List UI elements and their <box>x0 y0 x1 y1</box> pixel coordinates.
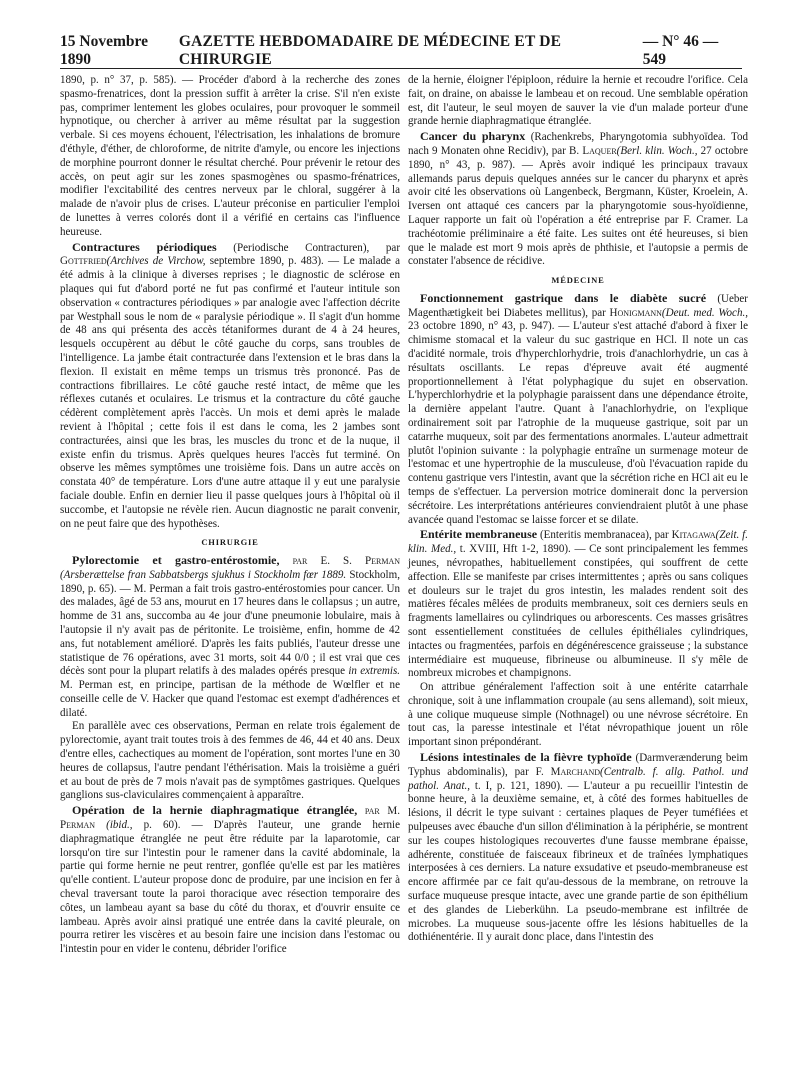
article-pylorectomie-p2: En parallèle avec ces observations, Perman en relate trois également de pylorectomie, ayant trait toutes trois à des femmes de 46, 44 et 40 ans. Deux d'entre elles, cachectiques au moment de l'opération, sont mortes l'une en 30 heures de collapsus, l'autre pendant l'éthérisation. Mais la troisième a guéri et au bout de près de 7 mois n'avait pas de symptômes gastriques. Quelques ganglions sus-claviculaires commençaient à apparaître. <box>60 720 400 802</box>
article-cancer-pharynx: Cancer du pharynx (Rachenkrebs, Pharyngotomia subhyoïdea. Tod nach 9 Monaten ohne Recidiv), par B. Laquer(Berl. klin. Woch., 27 octobre 1890, n° 43, p. 987). — Après avoir indiqué les principaux travaux allemands parus depuis quelques années sur le cancer du pharynx et après avoir cité les observations où Langenbeck, Bergmann, Küster, Kroelein, A. Iversen ont attaqué ces cancers par la pharyngotomie sous-hyoïdienne, Laquer rapporte un fait où l'opération a été entreprise par F. Cramer. La trachéotomie préliminaire a été faite. Les suites ont été heureuses, si bien que le malade est mort 9 mois après de phthisie, et l'autopsie a permis de constater l'absence de récidive. <box>408 129 748 268</box>
source-ibid: (ibid., <box>106 819 133 832</box>
article-title-diabete: Fonctionnement gastrique dans le diabète sucré <box>420 290 707 305</box>
article-title-cancer: Cancer du pharynx <box>420 129 526 144</box>
author-kitagawa: Kitagawa <box>671 529 716 542</box>
page-header <box>60 33 742 68</box>
article-title-typhoide: Lésions intestinales de la fièvre typhoïde <box>420 750 632 765</box>
right-column <box>408 74 748 945</box>
header-date: 15 Novembre 1890 <box>60 33 148 68</box>
left-column <box>60 74 400 957</box>
source-zeit-klin: (Zeit. f. klin. Med., <box>408 529 748 556</box>
journal-title: GAZETTE HEBDOMADAIRE DE MÉDECINE ET DE CHIRURGIE <box>178 33 562 68</box>
author-perman: par E. S. Perman <box>279 554 400 567</box>
section-heading-medecine: MÉDECINE <box>551 275 605 286</box>
source-virchow: (Archives de Virchow, <box>106 255 206 268</box>
author-marchand: Marchand <box>550 765 601 778</box>
article-diabete: Fonctionnement gastrique dans le diabète sucré (Ueber Magenthætigkeit bei Diabetes mellitus), par Honigmann(Deut. med. Woch., 23 octobre 1890, n° 43, p. 947). — L'auteur s'est attaché d'abord à fixer le chimisme stomacal et la valeur du suc gastrique en HCl. Il note un cas d'acidité normale, trois d'hyperchlorhydrie, trois d'anachlorhydrie, un cas à résultats oscillants. Le repas d'épreuve avait été augmenté proportionnellement à l'état polyphagique du sujet en observation. L'hyperchlorhydrie et la polyphagie paraissent dans une dépendance étroite, la dernière appelant l'autre. Quant à l'anachlorhydrie, on l'explique ordinairement soit par l'atrophie de la muqueuse gastrique, soit par un catarrhe muqueux, soit par des fermentations anormales. L'auteur admettrait plutôt l'opinion suivante : la polyphagie entraîne un surmenage moteur de l'estomac et une hypertrophie de la musculeuse, d'où l'évacuation rapide du contenu gastrique vers l'intestin, avant que la sécrétion riche en HCl ait eu le temps de s'effectuer. La perversion motrice dominerait donc la perversion sécrétoire. Les interprétations antérieures conviendraient plutôt à une phase avancée quand l'estomac se laisse forcer et se dilate. <box>408 290 748 526</box>
source-deut-med: (Deut. med. Woch., <box>661 306 748 319</box>
article-pylorectomie: Pylorectomie et gastro-entérostomie, par E. S. Perman (Arsberættelse fran Sabbatsbergs sjukhus i Stockholm fœr 1889. Stockholm, 1890, p. 65). — M. Perman a fait trois gastro-entérostomies pour cancer. Un des malades, âgé de 53 ans, mourut en 17 heures dans le collapsus ; un autre, homme de 31 ans, succomba au 4e jour d'une pneumonie lobulaire, mais à l'autopsie il n'y avait pas de péritonite. Le troisième, enfin, homme de 42 ans, fut notablement amélioré. D'après les faits publiés, l'auteur dresse une statistique de 76 opérations, avec 31 morts, soit 44 0/0 ; il est vrai que ces décès sont pour la plupart relatifs à des malades opérés presque in extremis. M. Perman est, en principe, partisan de la méthode de Wœlfler et ne conseille celle de V. Hacker que quand l'estomac est exempt d'adhérences et dilaté. <box>60 552 401 719</box>
article-title-hernie: Opération de la hernie diaphragmatique étranglée, <box>72 803 358 818</box>
article-typhoide: Lésions intestinales de la fièvre typhoïde (Darmverænderung beim Typhus abdominalis), par F. Marchand(Centralb. f. allg. Pathol. und pathol. Anat., t. I, p. 121, 1890). — L'auteur a pu recueillir l'intestin de bonne heure, à la deuxième semaine, et, à côté des formes habituelles de lésions, il décrit le type suivant : certaines plaques de Peyer tuméfiées et pulpeuses avec ébauche d'un sillon d'élimination à la périphérie, se montrent sur les coupes histologiques recouvertes d'une fausse membrane épaisse, adhérente, constituée de faisceaux fibrineux et de traînées lymphatiques interposées à ces derniers. La nature exsudative et pseudo-membraneuse est encore affirmée par ce fait qu'au-dessous de la membrane, on retrouve la surface muqueuse presque intacte, avec une grande partie de son épithélium et des glandes de Lieberkühn. La pseudo-membrane est infiltrée de microbes. La muqueuse sous-jacente offre les lésions habituelles de la dothiénentérie. Il y aurait donc place, dans l'intestin des <box>408 750 748 944</box>
article-enterite-p2: On attribue généralement l'affection soit à une entérite catarrhale chronique, soit à une inflammation croupale (au sens allemand), soit mieux, à une colique muqueuse simple (Nothnagel) ou une névrose sécrétoire. En tout cas, la paresse intestinale et l'état névropathique jouent un rôle important sinon prépondérant. <box>408 681 748 749</box>
author-honigmann: Honigmann <box>609 306 662 319</box>
source-sabbatsbergs: (Arsberættelse fran Sabbatsbergs sjukhus i Stockholm fœr 1889. <box>60 568 347 581</box>
author-laquer: Laquer <box>582 144 617 157</box>
article-title-enterite: Entérite membraneuse <box>420 527 538 542</box>
header-rule <box>60 68 742 69</box>
author-gottfried: Gottfried <box>60 255 107 268</box>
article-enterite: Entérite membraneuse (Enteritis membranacea), par Kitagawa(Zeit. f. klin. Med., t. XVIII, Hft 1-2, 1890). — Ce sont principalement les femmes jeunes, névropathes, habituellement constipées, qui souffrent de cette affection. Elle se manifeste par crises intermittentes ; après ou sans coliques et douleurs sur le trajet du gros intestin, les malades rendent soit des matières fécales mêlées de produits membraneux, soit ces derniers seuls en fragments lamellaires ou cylindriques ou arborescents. Ces masses grisâtres sont essentiellement constituées de cellules épithéliales cylindriques, intactes ou fragmentées, parfois en dégénérescence graisseuse ; la substance intermédiaire est muqueuse, fibrineuse ou albumineuse. Il s'y mêle de nombreux microbes et champignons. <box>408 527 748 680</box>
article-hernie: Opération de la hernie diaphragmatique étranglée, par M. Perman (ibid., p. 60). — D'après l'auteur, une grande hernie diaphragmatique étranglée ne peut être réduite par la laparotomie, car lorsqu'on tire sur l'intestin pour le ramener dans la cavité abdominale, la partie qui forme hernie ne peut rentrer, gonflée qu'elle est par les matières qu'elle contient. L'auteur propose donc de produire, par une incision en fer à cheval traversant toute la paroi thoracique avec résection temporaire des côtes, un lambeau ayant sa base du côté du thorax, et d'ouvrir ensuite ce lambeau. Après avoir ainsi pratiqué une entrée dans la cavité pleurale, on pourra retirer les viscères et au besoin faire une incision dans l'estomac ou l'intestin pour en vider le contenu, débrider l'orifice <box>60 803 401 956</box>
source-berl-klin: (Berl. klin. Woch., <box>616 144 698 157</box>
article-title-contractures: Contractures périodiques <box>72 239 217 254</box>
issue-page-number: — N° 46 — 549 <box>642 33 719 68</box>
left-paragraph-hysteria-end: 1890, p. n° 37, p. 585). — Procéder d'abord à la recherche des zones spasmo-frenatrices, dont la pression suffit à arrêter la crise. S'il n'en existe pas, comprimer lentement les globes oculaires, pour provoquer le sommeil hypnotique, ou chercher à arriver au même résultat par la suggestion verbale. Si ces moyens échouent, l'électrisation, les inhalations de bromure d'éthyle, d'éther, de chloroforme, de nitrite d'amyle, ou encore les injections de morphine pourront donner le résultat cherché. Pour prévenir le retour des accès, on peut agir sur les zones spasmogènes ou spasmo-frénatrices, modifier l'excitabilité des centres nerveux par le chloral, suggérer à la malade de n'avoir plus de crises. L'auteur préconise en particulier l'emploi de lunettes à verres colorés dont il a vérifié en certains cas l'influence heureuse. <box>60 74 400 238</box>
article-title-pylorectomie: Pylorectomie et gastro-entérostomie, <box>72 552 280 567</box>
source-centralb: (Centralb. f. allg. Pathol. und pathol. Anat., <box>408 765 748 792</box>
section-heading-chirurgie: CHIRURGIE <box>201 537 259 548</box>
article-contractures: Contractures périodiques (Periodische Contracturen), par Gottfried(Archives de Virchow, septembre 1890, p. 483). — Le malade a été admis à la clinique à diverses reprises ; le diagnostic de sclérose en plaques qui fut d'abord porté ne fut pas confirmé et l'auteur intitule son observation « contractures périodiques » par analogie avec l'affection décrite par Westphall sous le nom de « paralysie périodique ». Il s'agit d'un homme de 48 ans qui présenta des accès tétaniformes durant de 4 à 24 heures, lesquels occupèrent au début le côté gauche du corps, sans troubles de l'intelligence. La jambe était contracturée dans l'extension et le bras dans la flexion. Il existait en même temps un trismus très prononcé. Pas de contractions fibrillaires. Le côté gauche resté intact, de même que les réflexes cutanés et oculaires. Le trismus et la contracture du côté gauche cédèrent complètement après l'accès. Un mois et demi après le malade revient à l'hôpital ; cette fois il est dans le coma, les 2 jambes sont contracturées, ainsi que les bras, les muscles du tronc et de la nuque, il existe enfin du trismus. Après quelques heures l'accès fut terminé. On observe les mêmes symptômes une troisième fois. Dans un autre accès on constata 40° de température. Lors d'une autre attaque il y eut une paralysie faciale double. Enfin en dernier lieu il passe quelques jours à l'hôpital où il succombe, et l'autopsie ne révèle rien. Aucun diagnostic ne parait convenir, on ne peut faire que des hypothèses. <box>60 239 400 530</box>
author-perman-2: par M. Perman <box>60 805 401 832</box>
right-paragraph-hernie-end: de la hernie, éloigner l'épiploon, réduire la hernie et recoudre l'orifice. Cela fait, on draine, on abaisse le lambeau et on recoud. Une semblable opération est, dit l'auteur, le seul moyen de sauver la vie d'un malade porteur d'une grande hernie diaphragmatique étranglée. <box>408 74 748 128</box>
